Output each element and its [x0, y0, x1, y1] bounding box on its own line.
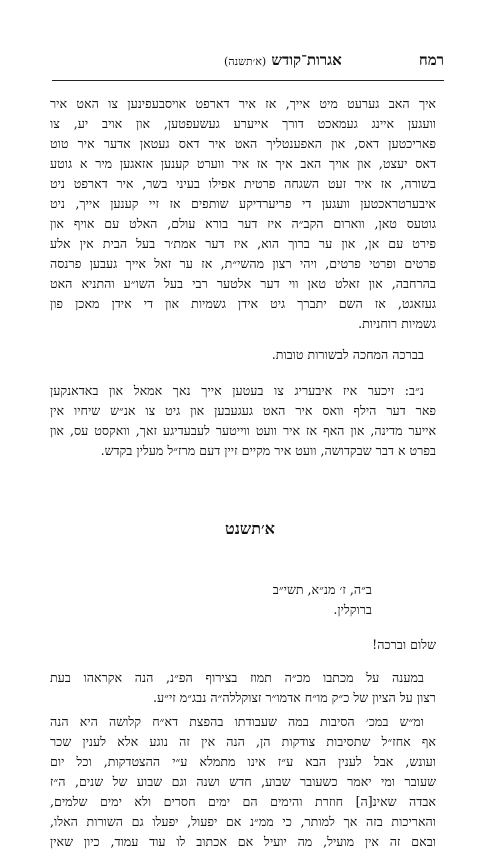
running-title [224, 51, 342, 70]
running-year: (א׳תשנה) [224, 55, 267, 68]
text-line: דאס יעצט, און אויך האב איך אז איר ווערט קענען אזאגען מיר א גוטע [50, 156, 436, 171]
text-line: פרטים ופרטי פרטים, ויהי רצון מהשי״ת, אז ער זאל אייך געבען פרנסה [50, 256, 436, 271]
text-line: איבערטראכטען וועגען די פריערדיקע שותפים אז זיי קענען אייך, ניט [50, 196, 436, 211]
text-line: אייער מדינה, און האף אז איר וועט ווייטער לעבעדיגע זאך, וואקסט עס, און [50, 423, 436, 438]
greeting: שלום וברכה! [372, 637, 436, 652]
date-text: ב״ה, ז׳ מנ״א, תשי״ב [272, 582, 372, 597]
running-title-text: אגרות־קודש [271, 51, 342, 69]
dateline [273, 580, 372, 620]
text-line: געזאגט, אז השם יתברך גיט אידן גשמיות און די אידן מאכן פון [50, 296, 436, 311]
text-line: פאר דער הילף וואס איר האט געגעבען און גיט צו אנ״ש שיחיו אין [50, 403, 436, 418]
header-rule [52, 80, 444, 81]
letter-number-heading: א׳תשנט [225, 519, 275, 538]
text-line: גוטעס טאן, ווארום הקב״ה איז דער בורא עולם, האלט עם אויף און [50, 216, 436, 231]
text-line: איך האב גערעט מיט אייך, אז איר דארפט אויסבעפינען צו האט איר [50, 96, 436, 111]
text-line: גשמיות רוחניות. [358, 316, 436, 331]
letter-body-paragraph [50, 712, 436, 852]
page-header [46, 51, 444, 73]
text-line: אבדה שאינ[ה] חוזרת והימים הם ימים חסרים ולא ימים שלמים, [50, 794, 436, 809]
letter-body-paragraph [50, 668, 436, 708]
text-line: שעובר ומי יאמר כשעובר שבוע, חדש ושנה וגם שבוע של שנים, ה״ז [50, 774, 436, 789]
text-line: ומ״ש במכ׳ הסיבות במה שעבודתו בהפצת דא״ח קלושה היא הנה [50, 714, 424, 729]
text-line: נ״ב: זיכער איז איבעריג צו בעטען אייך נאך אמאל און באדאנקען [50, 383, 424, 398]
text-line: ובאם זה אין מועיל, מה יועיל אם אכתוב לו עוד עמוד, כיון שאין [50, 834, 436, 849]
place-text: ברוקלין. [333, 602, 372, 617]
letter-body-paragraph [50, 94, 436, 334]
page-number: רמח [418, 51, 444, 69]
text-line: בהרחבה, און זאלט טאן ווי דער אלטער רבי בעל השו״ע והתניא האט [50, 276, 436, 291]
text-line: בשורה, אז איר זעט השגחה פרטית אפילו בעיני בשר, איר דארפט ניט [50, 176, 436, 191]
text-line: רצון על הציון של כ״ק מו״ח אדמו״ר זצוקללה״ה נבג״מ זי״ע. [153, 690, 436, 705]
text-line: פאריכטען דאס, און האפענטליך האט איר דאס געטאן אדער איר טוט [50, 136, 436, 151]
text-line: והאריכות בזה אך למותר, כי ממ״נ אם יפעול, יפעלו גם השורות האלו, [50, 814, 436, 829]
closing-line: בברכה המחכה לבשורות טובות. [271, 347, 424, 362]
text-line: אף אחז״ל שתסיבות צודקות הן, הנה אין זה נוגע אלא לענין שכר [50, 734, 436, 749]
text-line: במענה על מכתבו מכ״ה תמוז בצירוף הפ״נ, הנה אקראהו בעת [50, 670, 424, 685]
postscript [50, 381, 436, 461]
text-line: בפרט א דבר שבקדושה, וועט איר מקיים זיין דעם מרז״ל מעלין בקדש. [100, 443, 436, 458]
text-line: ועונש, אבל לענין הבא ע״ז אינו מתמלא ע״י ההצטדקות, וכל יום [50, 754, 436, 769]
text-line: וועגען איינג געמאכט דורך אייערע געשעפטען, און אויב יע, צו [50, 116, 436, 131]
closing-blessing [50, 345, 436, 365]
text-line: פירט עם אן, און ער ברוך הוא, איז דער אמת׳ר בעל הבית אין אלע [50, 236, 436, 251]
